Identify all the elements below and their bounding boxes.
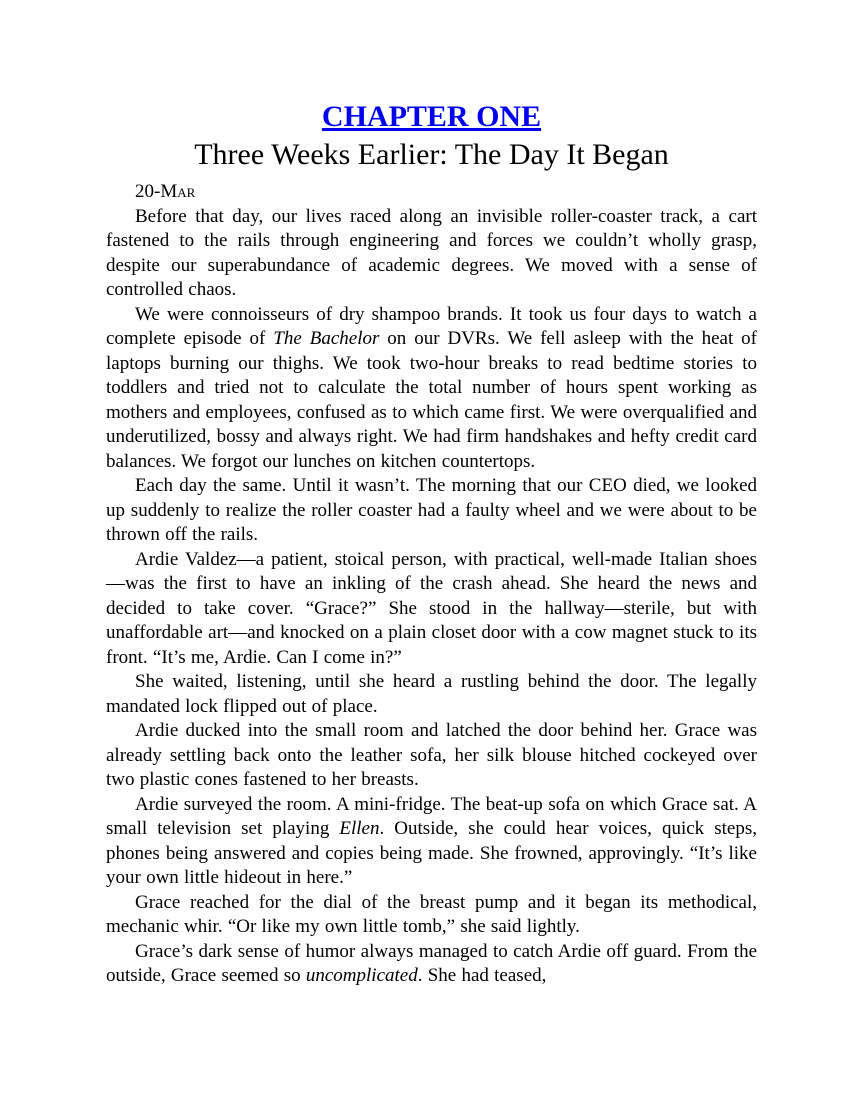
paragraph	[106, 670, 757, 719]
paragraph	[106, 891, 757, 940]
text-run: . Outside, she could hear voices, quick steps, phones being answered and copies being made. She frowned, approvingly. “It’s like your own little hideout in here.”	[106, 818, 757, 888]
italic-text: uncomplicated	[305, 965, 418, 986]
paragraph	[106, 548, 757, 671]
body-text	[106, 205, 757, 989]
chapter-link[interactable]: CHAPTER ONE	[321, 100, 542, 133]
italic-text: The Bachelor	[273, 328, 380, 349]
text-run: on our DVRs. We fell asleep with the heat of laptops burning our thighs. We took two-hour breaks to read bedtime stories to toddlers and tried not to calculate the total number of hours spent working as mothers and employees, confused as to which came first. We were overqualified and underutilized, bossy and always right. We had firm handshakes and hefty credit card balances. We forgot our lunches on kitchen countertops.	[106, 328, 757, 472]
chapter-subtitle: Three Weeks Earlier: The Day It Began	[194, 138, 669, 171]
text-run: We were connoisseurs of dry shampoo brands. It took us four days to watch a complete episode of	[106, 303, 757, 349]
date-line: 20-Mar	[135, 181, 196, 202]
paragraph	[106, 793, 757, 891]
paragraph	[106, 940, 757, 989]
paragraph	[106, 474, 757, 548]
text-run: Grace reached for the dial of the breast pump and it began its methodical, mechanic whir. “Or like my own little tomb,” she said lightly.	[106, 891, 757, 937]
text-run: Grace’s dark sense of humor always managed to catch Ardie off guard. From the outside, Grace seemed so	[106, 940, 757, 986]
text-run: . She had teased,	[417, 965, 547, 986]
chapter-heading	[106, 100, 757, 134]
paragraph	[106, 719, 757, 793]
paragraph	[106, 303, 757, 475]
text-run: Ardie ducked into the small room and latched the door behind her. Grace was already settling back onto the leather sofa, her silk blouse hitched cockeyed over two plastic cones fastened to her breasts.	[106, 720, 757, 790]
text-run: Each day the same. Until it wasn’t. The morning that our CEO died, we looked up suddenly to realize the roller coaster had a faulty wheel and we were about to be thrown off the rails.	[106, 475, 757, 545]
paragraph	[106, 205, 757, 303]
text-run: Ardie Valdez—a patient, stoical person, with practical, well-made Italian shoes—was the first to have an inkling of the crash ahead. She heard the news and decided to take cover. “Grace?” She stood in the hallway—sterile, but with unaffordable art—and knocked on a plain closet door with a cow magnet stuck to its front. “It’s me, Ardie. Can I come in?”	[106, 548, 757, 668]
text-run: She waited, listening, until she heard a rustling behind the door. The legally mandated lock flipped out of place.	[106, 671, 757, 717]
italic-text: Ellen	[339, 818, 380, 839]
text-run: Ardie surveyed the room. A mini-fridge. The beat-up sofa on which Grace sat. A small television set playing	[106, 793, 757, 839]
text-run: Before that day, our lives raced along an invisible roller-coaster track, a cart fastened to the rails through engineering and forces we couldn’t wholly grasp, despite our superabundance of academic degrees. We moved with a sense of controlled chaos.	[106, 205, 757, 300]
